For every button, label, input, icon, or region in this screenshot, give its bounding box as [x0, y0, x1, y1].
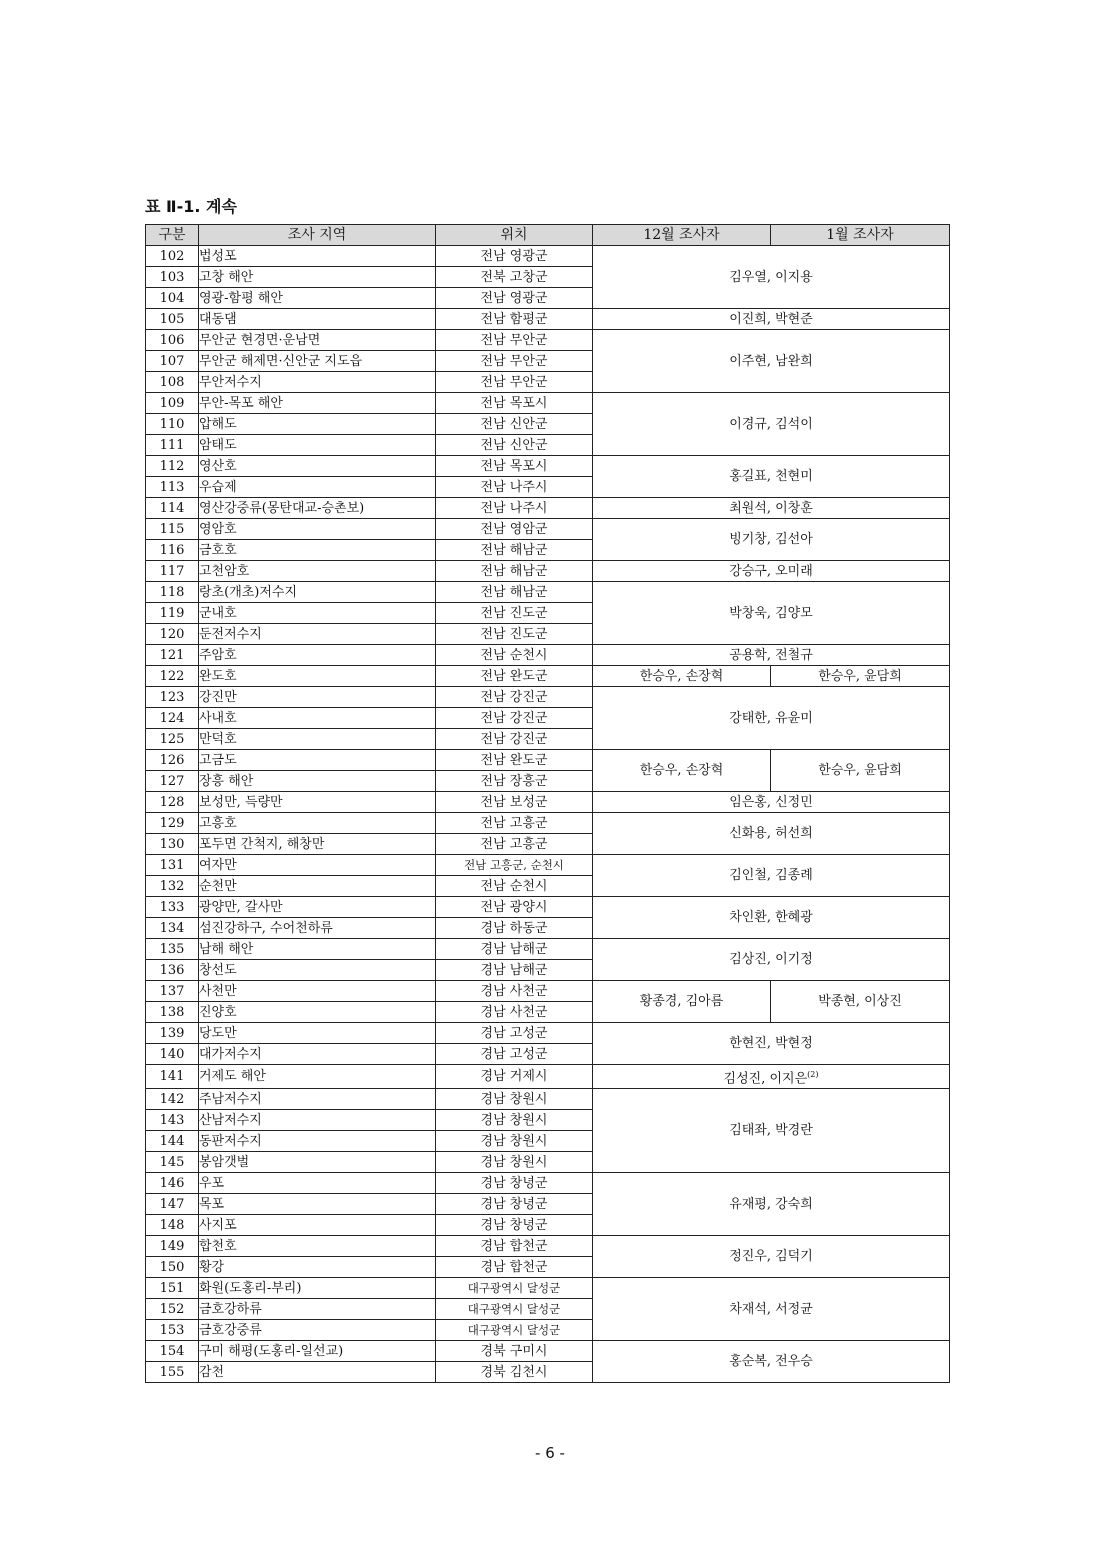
location: 전남 나주시: [436, 477, 593, 498]
row-number: 120: [146, 624, 199, 645]
survey-area: 우습제: [199, 477, 436, 498]
surveyors: [593, 1089, 950, 1173]
survey-area: 압해도: [199, 414, 436, 435]
jan-surveyors: 한승우, 윤담희: [771, 750, 950, 792]
table-row: [146, 792, 950, 813]
row-number: 138: [146, 1002, 199, 1023]
row-number: 147: [146, 1194, 199, 1215]
location: 전남 나주시: [436, 498, 593, 519]
survey-area: 합천호: [199, 1236, 436, 1257]
survey-area: 섬진강하구, 수어천하류: [199, 918, 436, 939]
location: 전남 강진군: [436, 687, 593, 708]
surveyor-names: 이주현, 남완희: [729, 353, 813, 369]
table-row: [146, 981, 950, 1002]
row-number: 148: [146, 1215, 199, 1236]
location: 경남 창녕군: [436, 1215, 593, 1236]
table-row: [146, 813, 950, 834]
survey-area: 광양만, 갈사만: [199, 897, 436, 918]
row-number: 134: [146, 918, 199, 939]
surveyors: [593, 393, 950, 456]
header-location: 위치: [436, 225, 593, 246]
table-row: [146, 246, 950, 267]
survey-area: 무안저수지: [199, 372, 436, 393]
row-number: 103: [146, 267, 199, 288]
surveyor-names: 김상진, 이기정: [729, 952, 813, 967]
location: 경남 남해군: [436, 939, 593, 960]
row-number: 136: [146, 960, 199, 981]
location: 경남 고성군: [436, 1023, 593, 1044]
surveyor-names: 김태좌, 박경란: [729, 1123, 813, 1139]
location: 전남 함평군: [436, 309, 593, 330]
table-row: [146, 456, 950, 477]
surveyors: [593, 792, 950, 813]
location: 전남 목포시: [436, 393, 593, 414]
row-number: 121: [146, 645, 199, 666]
location: 전남 영광군: [436, 288, 593, 309]
location: 경북 구미시: [436, 1341, 593, 1362]
table-row: [146, 855, 950, 876]
row-number: 122: [146, 666, 199, 687]
table-body: [146, 246, 950, 1383]
location: 전남 순천시: [436, 876, 593, 897]
surveyor-names: 빙기창, 김선아: [729, 532, 813, 547]
location: 전남 해남군: [436, 582, 593, 603]
survey-area: 고창 해안: [199, 267, 436, 288]
survey-area: 화원(도홍리-부리): [199, 1278, 436, 1299]
table-row: [146, 939, 950, 960]
surveyors: [593, 645, 950, 666]
row-number: 139: [146, 1023, 199, 1044]
location: 전남 진도군: [436, 603, 593, 624]
survey-area: 순천만: [199, 876, 436, 897]
surveyor-names: 정진우, 김덕기: [729, 1249, 813, 1265]
survey-area: 구미 해평(도홍리-일선교): [199, 1341, 436, 1362]
row-number: 109: [146, 393, 199, 414]
row-number: 141: [146, 1065, 199, 1089]
location: 경남 창원시: [436, 1152, 593, 1173]
location: 경남 창원시: [436, 1089, 593, 1110]
surveyor-names: 한현진, 박현정: [729, 1036, 813, 1051]
location: 전남 신안군: [436, 414, 593, 435]
survey-area: 대동댐: [199, 309, 436, 330]
table-row: [146, 309, 950, 330]
dec-surveyors: 한승우, 손장혁: [593, 750, 771, 792]
row-number: 119: [146, 603, 199, 624]
location: 경남 창원시: [436, 1110, 593, 1131]
location: 대구광역시 달성군: [436, 1299, 593, 1320]
location: 경남 사천군: [436, 981, 593, 1002]
row-number: 155: [146, 1362, 199, 1383]
row-number: 143: [146, 1110, 199, 1131]
row-number: 140: [146, 1044, 199, 1065]
location: 전남 고흥군: [436, 834, 593, 855]
row-number: 105: [146, 309, 199, 330]
surveyor-names: 신화용, 허선희: [729, 826, 813, 841]
row-number: 149: [146, 1236, 199, 1257]
location: 대구광역시 달성군: [436, 1278, 593, 1299]
row-number: 116: [146, 540, 199, 561]
table-row: [146, 1278, 950, 1299]
jan-surveyors: 한승우, 윤담희: [771, 666, 950, 687]
surveyors: [593, 813, 950, 855]
surveyor-names: 차인환, 한혜광: [729, 910, 813, 925]
location: 전남 영암군: [436, 519, 593, 540]
survey-area: 보성만, 득량만: [199, 792, 436, 813]
table-row: [146, 897, 950, 918]
survey-area: 여자만: [199, 855, 436, 876]
location: 전남 완도군: [436, 666, 593, 687]
survey-area: 봉암갯벌: [199, 1152, 436, 1173]
location: 전남 무안군: [436, 372, 593, 393]
survey-area: 우포: [199, 1173, 436, 1194]
table-row: [146, 687, 950, 708]
jan-surveyors: 박종현, 이상진: [771, 981, 950, 1023]
surveyor-names: 임은홍, 신정민: [729, 794, 813, 810]
row-number: 124: [146, 708, 199, 729]
row-number: 111: [146, 435, 199, 456]
location: 전남 진도군: [436, 624, 593, 645]
survey-area: 황강: [199, 1257, 436, 1278]
row-number: 152: [146, 1299, 199, 1320]
survey-area: 포두면 간척지, 해창만: [199, 834, 436, 855]
row-number: 146: [146, 1173, 199, 1194]
surveyor-names: 이경규, 김석이: [729, 416, 813, 432]
row-number: 106: [146, 330, 199, 351]
dec-surveyors: 황종경, 김아름: [593, 981, 771, 1023]
surveyors: [593, 1023, 950, 1065]
location: 경남 사천군: [436, 1002, 593, 1023]
row-number: 145: [146, 1152, 199, 1173]
survey-area: 암태도: [199, 435, 436, 456]
table-row: [146, 1173, 950, 1194]
survey-area: 남해 해안: [199, 939, 436, 960]
survey-area: 영광-함평 해안: [199, 288, 436, 309]
table-row: [146, 498, 950, 519]
surveyors: [593, 330, 950, 393]
surveyors: [593, 1065, 950, 1089]
location: 경남 합천군: [436, 1236, 593, 1257]
surveyors: [593, 498, 950, 519]
row-number: 129: [146, 813, 199, 834]
table-row: [146, 1341, 950, 1362]
survey-area: 군내호: [199, 603, 436, 624]
surveyor-names: 박창욱, 김양모: [729, 605, 813, 621]
survey-area: 법성포: [199, 246, 436, 267]
survey-area: 감천: [199, 1362, 436, 1383]
row-number: 102: [146, 246, 199, 267]
row-number: 154: [146, 1341, 199, 1362]
surveyors: [593, 897, 950, 939]
row-number: 132: [146, 876, 199, 897]
location: 대구광역시 달성군: [436, 1320, 593, 1341]
surveyor-names: 김우열, 이지용: [729, 269, 813, 285]
row-number: 117: [146, 561, 199, 582]
survey-area: 영암호: [199, 519, 436, 540]
surveyor-names: 강태한, 유윤미: [729, 710, 813, 726]
survey-area: 대가저수지: [199, 1044, 436, 1065]
surveyor-names: 김인철, 김종례: [729, 868, 813, 883]
table-row: [146, 1089, 950, 1110]
location: 전남 광양시: [436, 897, 593, 918]
row-number: 123: [146, 687, 199, 708]
row-number: 107: [146, 351, 199, 372]
survey-area: 당도만: [199, 1023, 436, 1044]
survey-area: 둔전저수지: [199, 624, 436, 645]
survey-area: 완도호: [199, 666, 436, 687]
row-number: 130: [146, 834, 199, 855]
row-number: 108: [146, 372, 199, 393]
table-header-row: [146, 225, 950, 246]
surveyors: [593, 855, 950, 897]
surveyors: [593, 309, 950, 330]
row-number: 114: [146, 498, 199, 519]
surveyors: [593, 561, 950, 582]
row-number: 131: [146, 855, 199, 876]
surveyors: [593, 582, 950, 645]
survey-area: 창선도: [199, 960, 436, 981]
survey-area: 장흥 해안: [199, 771, 436, 792]
page-number: - 6 -: [535, 1444, 565, 1462]
surveyor-names: 공용학, 전철규: [729, 647, 813, 663]
surveyor-names: 홍길표, 천현미: [729, 469, 813, 484]
header-dec-surveyor: 12월 조사자: [593, 225, 771, 246]
location: 경남 하동군: [436, 918, 593, 939]
row-number: 133: [146, 897, 199, 918]
survey-area: 동판저수지: [199, 1131, 436, 1152]
surveyors: [593, 687, 950, 750]
row-number: 115: [146, 519, 199, 540]
header-area: 조사 지역: [199, 225, 436, 246]
row-number: 126: [146, 750, 199, 771]
surveyor-names: 차재석, 서정균: [729, 1301, 813, 1317]
location: 경남 고성군: [436, 1044, 593, 1065]
location: 전남 강진군: [436, 729, 593, 750]
row-number: 125: [146, 729, 199, 750]
survey-area: 주남저수지: [199, 1089, 436, 1110]
survey-area: 무안-목포 해안: [199, 393, 436, 414]
survey-area: 만덕호: [199, 729, 436, 750]
survey-area: 랑초(개초)저수지: [199, 582, 436, 603]
location: 전남 무안군: [436, 330, 593, 351]
surveyors: [593, 1173, 950, 1236]
surveyor-names: 강승구, 오미래: [729, 563, 813, 579]
survey-table: [145, 224, 950, 1383]
row-number: 135: [146, 939, 199, 960]
row-number: 118: [146, 582, 199, 603]
table-row: [146, 1236, 950, 1257]
location: 전남 해남군: [436, 540, 593, 561]
location: 전남 무안군: [436, 351, 593, 372]
row-number: 112: [146, 456, 199, 477]
location: 전남 고흥군, 순천시: [436, 855, 593, 876]
location: 전남 장흥군: [436, 771, 593, 792]
row-number: 110: [146, 414, 199, 435]
survey-area: 영산강중류(몽탄대교-승촌보): [199, 498, 436, 519]
survey-area: 주암호: [199, 645, 436, 666]
table-row: [146, 666, 950, 687]
location: 전북 고창군: [436, 267, 593, 288]
location: 전남 고흥군: [436, 813, 593, 834]
footnote-marker: (2): [807, 1070, 819, 1079]
surveyors: [593, 1278, 950, 1341]
survey-area: 사천만: [199, 981, 436, 1002]
table-row: [146, 645, 950, 666]
row-number: 144: [146, 1131, 199, 1152]
survey-area: 거제도 해안: [199, 1065, 436, 1089]
row-number: 137: [146, 981, 199, 1002]
row-number: 153: [146, 1320, 199, 1341]
row-number: 104: [146, 288, 199, 309]
surveyors: [593, 456, 950, 498]
survey-area: 영산호: [199, 456, 436, 477]
survey-area: 강진만: [199, 687, 436, 708]
surveyors: [593, 1341, 950, 1383]
location: 경남 합천군: [436, 1257, 593, 1278]
surveyors: [593, 1236, 950, 1278]
location: 경북 김천시: [436, 1362, 593, 1383]
surveyor-names: 김성진, 이지은: [723, 1071, 808, 1087]
surveyor-names: 최원석, 이창훈: [729, 500, 813, 516]
location: 경남 창녕군: [436, 1173, 593, 1194]
surveyors: [593, 939, 950, 981]
survey-area: 목포: [199, 1194, 436, 1215]
survey-area: 무안군 현경면·운남면: [199, 330, 436, 351]
row-number: 127: [146, 771, 199, 792]
survey-area: 고금도: [199, 750, 436, 771]
location: 경남 창원시: [436, 1131, 593, 1152]
location: 전남 보성군: [436, 792, 593, 813]
row-number: 142: [146, 1089, 199, 1110]
location: 전남 강진군: [436, 708, 593, 729]
table-row: [146, 330, 950, 351]
location: 전남 해남군: [436, 561, 593, 582]
table-row: [146, 582, 950, 603]
row-number: 113: [146, 477, 199, 498]
location: 전남 목포시: [436, 456, 593, 477]
survey-area: 사내호: [199, 708, 436, 729]
survey-area: 진양호: [199, 1002, 436, 1023]
header-jan-surveyor: 1월 조사자: [771, 225, 950, 246]
location: 전남 신안군: [436, 435, 593, 456]
table-caption: 표 Ⅱ-1. 계속: [145, 197, 237, 216]
row-number: 151: [146, 1278, 199, 1299]
location: 전남 완도군: [436, 750, 593, 771]
survey-area: 무안군 해제면·신안군 지도읍: [199, 351, 436, 372]
location: 경남 거제시: [436, 1065, 593, 1089]
table-row: [146, 1023, 950, 1044]
location: 전남 영광군: [436, 246, 593, 267]
location: 경남 남해군: [436, 960, 593, 981]
surveyors: [593, 519, 950, 561]
dec-surveyors: 한승우, 손장혁: [593, 666, 771, 687]
location: 경남 창녕군: [436, 1194, 593, 1215]
surveyor-names: 이진희, 박현준: [729, 311, 813, 327]
row-number: 150: [146, 1257, 199, 1278]
survey-area: 금호강중류: [199, 1320, 436, 1341]
table-row: [146, 519, 950, 540]
table-row: [146, 750, 950, 771]
survey-area: 고천암호: [199, 561, 436, 582]
survey-area: 금호강하류: [199, 1299, 436, 1320]
table-row: [146, 1065, 950, 1089]
header-no: 구분: [146, 225, 199, 246]
survey-area: 금호호: [199, 540, 436, 561]
table-row: [146, 393, 950, 414]
location: 전남 순천시: [436, 645, 593, 666]
surveyors: [593, 246, 950, 309]
row-number: 128: [146, 792, 199, 813]
survey-area: 사지포: [199, 1215, 436, 1236]
table-row: [146, 561, 950, 582]
survey-area: 산남저수지: [199, 1110, 436, 1131]
survey-area: 고흥호: [199, 813, 436, 834]
surveyor-names: 유재평, 강숙희: [729, 1196, 813, 1212]
surveyor-names: 홍순복, 전우승: [729, 1354, 813, 1370]
